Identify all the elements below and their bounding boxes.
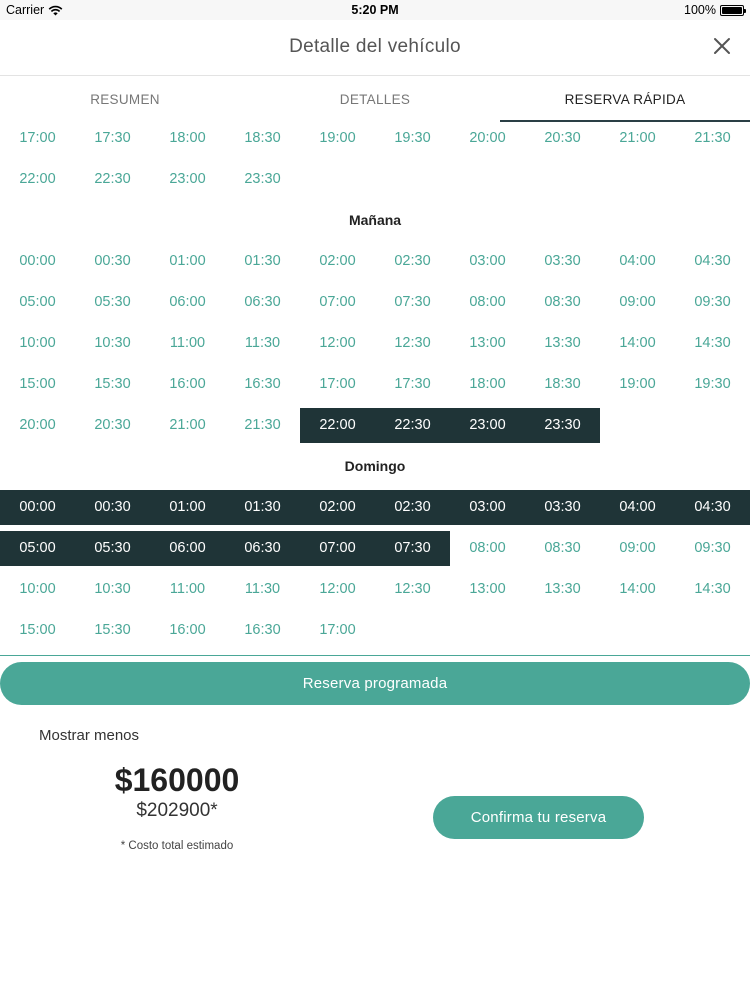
time-slot[interactable]: 08:30	[544, 540, 581, 556]
time-slot[interactable]: 17:00	[319, 622, 356, 638]
time-slot[interactable]: 09:00	[619, 294, 656, 310]
time-slot-row	[0, 323, 750, 364]
time-slot-row	[0, 241, 750, 282]
time-slot[interactable]: 04:30	[675, 490, 750, 525]
time-slot[interactable]: 17:00	[319, 376, 356, 392]
time-slot[interactable]: 08:00	[469, 294, 506, 310]
tab-resumen[interactable]: RESUMEN	[90, 92, 160, 107]
time-slot[interactable]: 17:30	[94, 130, 131, 146]
time-slot-row	[0, 159, 750, 200]
time-slot[interactable]: 20:30	[544, 130, 581, 146]
time-slot[interactable]: 23:30	[525, 408, 600, 443]
day-label: Mañana	[348, 212, 402, 228]
mostrar-menos-link[interactable]: Mostrar menos	[39, 727, 140, 744]
time-slot[interactable]: 01:30	[225, 490, 300, 525]
time-slot[interactable]: 01:00	[169, 253, 206, 269]
time-slot[interactable]: 13:00	[469, 581, 506, 597]
time-slot[interactable]: 00:30	[75, 490, 150, 525]
time-slot[interactable]: 09:00	[619, 540, 656, 556]
time-slot[interactable]: 23:00	[169, 171, 206, 187]
time-slot[interactable]: 03:30	[544, 253, 581, 269]
tab-detalles[interactable]: DETALLES	[339, 92, 411, 107]
time-slot[interactable]: 19:00	[319, 130, 356, 146]
tab-reserva-rapida[interactable]: RESERVA RÁPIDA	[564, 92, 686, 107]
time-slot[interactable]: 16:30	[244, 622, 281, 638]
time-slot[interactable]: 07:30	[375, 531, 450, 566]
time-slot[interactable]: 22:30	[375, 408, 450, 443]
time-slot[interactable]: 04:00	[600, 490, 675, 525]
time-slot[interactable]: 02:30	[394, 253, 431, 269]
time-slot[interactable]: 12:30	[394, 581, 431, 597]
time-slot[interactable]: 04:00	[619, 253, 656, 269]
time-slot-row	[0, 282, 750, 323]
time-slot[interactable]: 06:30	[225, 531, 300, 566]
time-slot[interactable]: 13:30	[544, 581, 581, 597]
time-slot[interactable]: 21:30	[694, 130, 731, 146]
time-slot[interactable]: 21:00	[619, 130, 656, 146]
time-slot[interactable]: 00:00	[0, 490, 75, 525]
confirma-reserva-button[interactable]: Confirma tu reserva	[433, 796, 644, 839]
time-slot[interactable]: 22:00	[300, 408, 375, 443]
time-slot[interactable]: 15:30	[94, 622, 131, 638]
time-slot[interactable]: 18:00	[469, 376, 506, 392]
time-slot[interactable]: 03:00	[450, 490, 525, 525]
time-slot[interactable]: 11:00	[169, 335, 206, 351]
time-slot[interactable]: 06:00	[169, 294, 206, 310]
time-slot[interactable]: 13:30	[544, 335, 581, 351]
time-slot[interactable]: 16:30	[244, 376, 281, 392]
time-slot[interactable]: 13:00	[469, 335, 506, 351]
page-title: Detalle del vehículo	[289, 36, 461, 57]
time-slot[interactable]: 20:00	[19, 417, 56, 433]
header	[0, 20, 750, 76]
time-slot[interactable]: 17:30	[394, 376, 431, 392]
original-price: $202900*	[136, 800, 218, 821]
time-slot[interactable]: 19:00	[619, 376, 656, 392]
time-slot[interactable]: 14:00	[619, 335, 656, 351]
time-slot[interactable]: 22:00	[19, 171, 56, 187]
time-slot[interactable]: 11:00	[169, 581, 206, 597]
time-slot[interactable]: 07:00	[319, 294, 356, 310]
time-slot[interactable]: 21:30	[244, 417, 281, 433]
time-slot-row	[0, 528, 750, 569]
time-slot[interactable]: 16:00	[169, 622, 206, 638]
time-slot[interactable]: 14:00	[619, 581, 656, 597]
time-slot[interactable]: 03:00	[469, 253, 506, 269]
time-slot[interactable]: 01:00	[150, 490, 225, 525]
divider	[0, 655, 750, 656]
time-slot[interactable]: 00:30	[94, 253, 131, 269]
tab-bar	[0, 76, 750, 123]
status-bar	[0, 0, 750, 20]
day-label: Domingo	[344, 458, 406, 474]
time-slot[interactable]: 20:30	[94, 417, 131, 433]
close-icon[interactable]	[712, 36, 732, 56]
time-slot[interactable]: 07:00	[300, 531, 375, 566]
time-slot-row	[0, 364, 750, 405]
time-slot[interactable]: 08:00	[469, 540, 506, 556]
time-slot[interactable]: 11:30	[244, 335, 281, 351]
time-slot[interactable]: 07:30	[394, 294, 431, 310]
time-slot[interactable]: 03:30	[525, 490, 600, 525]
time-slot[interactable]: 09:30	[694, 540, 731, 556]
reserva-programada-button[interactable]: Reserva programada	[0, 662, 750, 705]
price-note: * Costo total estimado	[120, 840, 234, 852]
time-slot[interactable]: 18:30	[244, 130, 281, 146]
time-slot[interactable]: 15:00	[19, 376, 56, 392]
time-slot[interactable]: 05:00	[0, 531, 75, 566]
time-slot[interactable]: 05:30	[94, 294, 131, 310]
time-slot[interactable]: 15:00	[19, 622, 56, 638]
time-slot[interactable]: 17:00	[19, 130, 56, 146]
battery-icon	[720, 5, 744, 16]
time-slot[interactable]: 00:00	[19, 253, 56, 269]
time-slot-schedule	[0, 118, 750, 651]
time-slot[interactable]: 09:30	[694, 294, 731, 310]
time-slot[interactable]: 19:30	[694, 376, 731, 392]
battery	[684, 3, 744, 17]
time-slot[interactable]: 12:00	[319, 335, 356, 351]
time-slot[interactable]: 12:30	[394, 335, 431, 351]
time-slot[interactable]: 16:00	[169, 376, 206, 392]
time-slot[interactable]: 10:30	[94, 335, 131, 351]
time-slot[interactable]: 04:30	[694, 253, 731, 269]
time-slot[interactable]: 02:30	[375, 490, 450, 525]
time-slot[interactable]: 14:30	[694, 581, 731, 597]
status-time: 5:20 PM	[351, 3, 399, 17]
time-slot[interactable]: 05:00	[19, 294, 56, 310]
time-slot[interactable]: 05:30	[75, 531, 150, 566]
time-slot[interactable]: 10:00	[19, 581, 56, 597]
time-slot[interactable]: 06:00	[150, 531, 225, 566]
time-slot[interactable]: 15:30	[94, 376, 131, 392]
time-slot[interactable]: 21:00	[169, 417, 206, 433]
time-slot[interactable]: 12:00	[319, 581, 356, 597]
time-slot[interactable]: 20:00	[469, 130, 506, 146]
time-slot[interactable]: 18:00	[169, 130, 206, 146]
time-slot[interactable]: 10:30	[94, 581, 131, 597]
time-slot-row	[0, 118, 750, 159]
time-slot[interactable]: 22:30	[94, 171, 131, 187]
time-slot[interactable]: 02:00	[300, 490, 375, 525]
time-slot[interactable]: 02:00	[319, 253, 356, 269]
carrier-label: Carrier	[6, 3, 45, 17]
price: $160000	[114, 762, 240, 798]
time-slot-row	[0, 610, 750, 651]
time-slot[interactable]: 14:30	[694, 335, 731, 351]
time-slot[interactable]: 23:30	[244, 171, 281, 187]
time-slot-row	[0, 569, 750, 610]
time-slot[interactable]: 11:30	[244, 581, 281, 597]
time-slot[interactable]: 06:30	[244, 294, 281, 310]
time-slot[interactable]: 23:00	[450, 408, 525, 443]
time-slot-row	[0, 487, 750, 528]
time-slot[interactable]: 19:30	[394, 130, 431, 146]
time-slot[interactable]: 18:30	[544, 376, 581, 392]
time-slot[interactable]: 08:30	[544, 294, 581, 310]
time-slot[interactable]: 01:30	[244, 253, 281, 269]
time-slot-row	[0, 405, 750, 446]
time-slot[interactable]: 10:00	[19, 335, 56, 351]
battery-percent: 100%	[684, 3, 716, 17]
